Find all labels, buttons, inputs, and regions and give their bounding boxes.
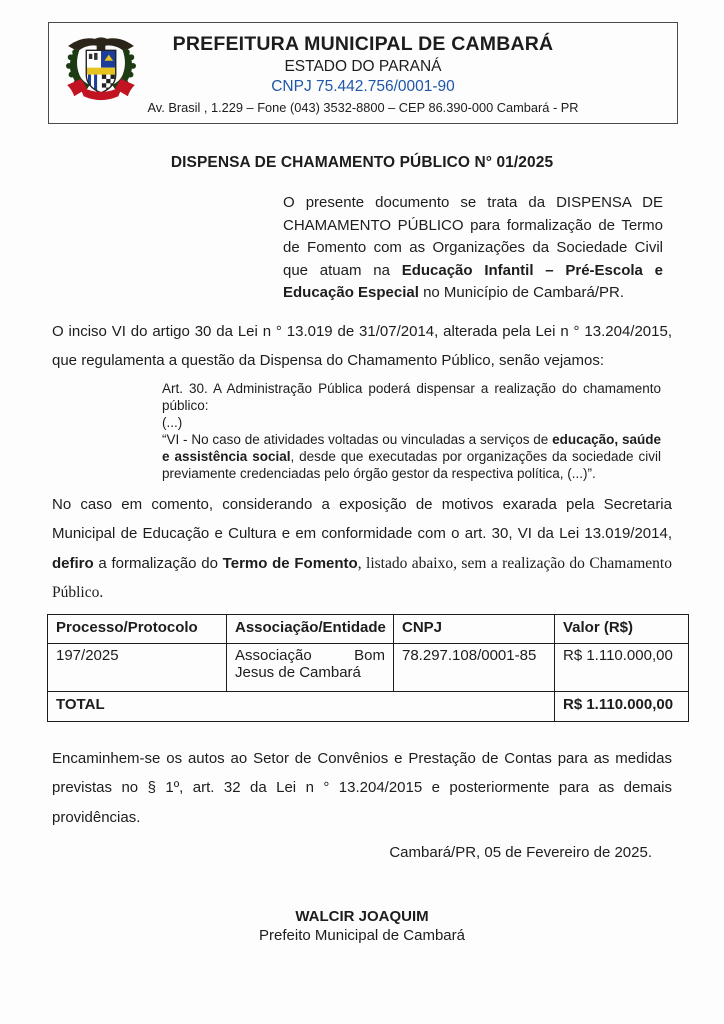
intro-text-1: O presente documento se trata da DISPENSA DE CHAMAMENTO PÚBLICO para formalização de Termo de Fomento com as Organizações da Sociedade Civil que atuam na: [283, 194, 663, 279]
decision-paragraph: [52, 490, 672, 608]
coat-of-arms-svg: [62, 31, 140, 113]
intro-text-2: no Município de Cambará/PR.: [418, 284, 625, 301]
eagle-icon: [68, 37, 134, 51]
signer-name: WALCIR JOAQUIM: [295, 908, 429, 925]
letterhead: [48, 22, 678, 124]
legal-basis-paragraph: O inciso VI do artigo 30 da Lei n ° 13.019 de 31/07/2014, alterada pela Lei n ° 13.204/2015, que regulamenta a questão da Dispensa do Chamamento Público, senão vejamos:: [52, 322, 672, 369]
col-header-processo: Processo/Protocolo: [48, 614, 227, 643]
document-title: DISPENSA DE CHAMAMENTO PÚBLICO N° 01/2025: [170, 154, 554, 171]
fomento-table-head: [48, 614, 689, 643]
letterhead-text: [57, 33, 669, 115]
decision-bold-termo: Termo de Fomento: [222, 554, 358, 572]
state-line: ESTADO DO PARANÁ: [284, 58, 442, 75]
quote-art30-line: Art. 30. A Administração Pública poderá dispensar a realização do chamamento público:: [162, 380, 661, 413]
total-label: TOTAL: [48, 691, 555, 721]
municipality-name: PREFEITURA MUNICIPAL DE CAMBARÁ: [172, 33, 554, 55]
forwarding-paragraph: Encaminhem-se os autos ao Setor de Convênios e Prestação de Contas para as medidas previstas no § 1º, art. 32 da Lei n ° 13.204/2015 e posteriormente para as demais providências.: [52, 749, 672, 826]
table-header-row: [48, 614, 689, 643]
law-quote-block: [162, 380, 661, 482]
date-line: Cambará/PR, 05 de Fevereiro de 2025.: [389, 844, 652, 861]
quote-vi-bold-text: educação, saúde e assistência social: [162, 431, 661, 464]
cnpj-line: CNPJ 75.442.756/0001-90: [271, 78, 455, 95]
col-header-entidade: Associação/Entidade: [227, 614, 394, 643]
col-header-cnpj: CNPJ: [394, 614, 555, 643]
intro-paragraph: [283, 192, 663, 305]
fomento-table: [47, 614, 689, 722]
decision-text-2: a formalização do: [93, 554, 223, 572]
table-total-row: [48, 691, 689, 721]
cell-processo: 197/2025: [48, 643, 227, 691]
intro-bold-text: Educação Infantil – Pré-Escola e Educação Especial: [283, 261, 664, 301]
table-row: [48, 643, 689, 691]
cell-entidade: Associação Bom Jesus de Cambará: [227, 643, 394, 691]
shield-icon: [86, 50, 115, 95]
signer-role: Prefeito Municipal de Cambará: [259, 927, 465, 944]
quote-vi-text-1: “VI - No caso de atividades voltadas ou vinculadas a serviços de: [162, 431, 553, 447]
total-value: R$ 1.110.000,00: [555, 691, 689, 721]
fomento-table-body: [48, 643, 689, 721]
quote-inciso-vi-line: [162, 431, 661, 482]
col-header-valor: Valor (R$): [555, 614, 689, 643]
decision-serif-tail: , listado abaixo, sem a realização do Chamamento Público.: [52, 554, 672, 601]
quote-ellipsis-line: (...): [162, 414, 183, 430]
decision-bold-defiro: defiro: [52, 554, 94, 572]
cell-cnpj: 78.297.108/0001-85: [394, 643, 555, 691]
quote-vi-text-2: , desde que executadas por organizações da sociedade civil previamente credenciadas pelo órgão gestor da respectiva política, (...)”.: [162, 448, 661, 481]
address-line: Av. Brasil , 1.229 – Fone (043) 3532-8800 – CEP 86.390-000 Cambará - PR: [147, 100, 579, 115]
municipal-coat-of-arms: [62, 31, 140, 113]
decision-text-1: No caso em comento, considerando a exposição de motivos exarada pela Secretaria Municipal de Educação e Cultura e em conformidade com o art. 30, VI da Lei 13.019/2014,: [52, 495, 672, 542]
cell-valor: R$ 1.110.000,00: [555, 643, 689, 691]
signature-block: [0, 907, 724, 945]
